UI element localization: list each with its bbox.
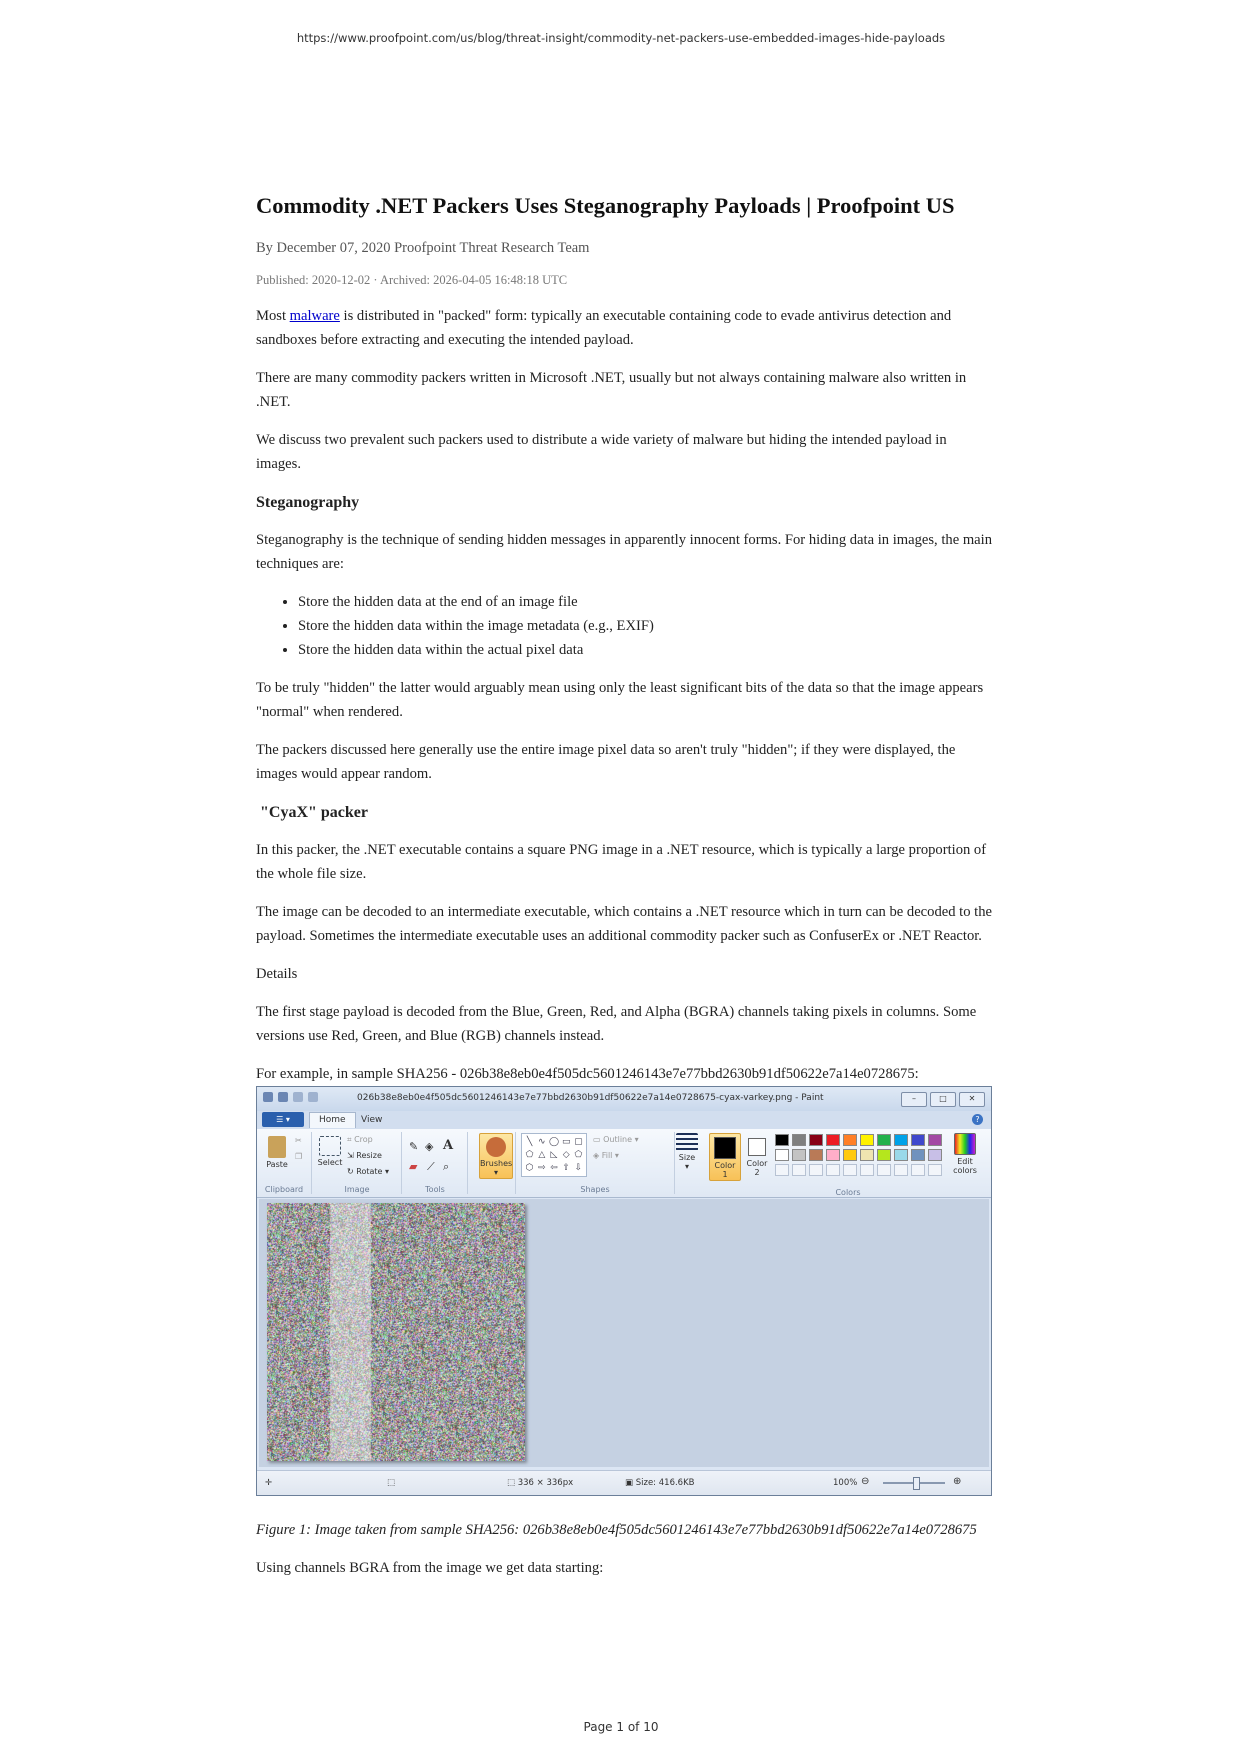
palette-swatch xyxy=(843,1149,857,1161)
color1-swatch xyxy=(714,1137,736,1159)
palette-swatch-empty xyxy=(911,1164,925,1176)
outline-button: ▭ Outline ▾ xyxy=(593,1135,639,1144)
edit-colors-icon xyxy=(954,1133,976,1155)
page-title: Commodity .NET Packers Uses Steganography Payloads | Proofpoint US xyxy=(256,193,955,218)
steganography-heading: Steganography xyxy=(256,494,360,511)
eraser-icon: ▰ xyxy=(409,1160,418,1173)
palette-swatch xyxy=(809,1134,823,1146)
cyax-paragraph-4: For example, in sample SHA256 - 026b38e8eb0e4f505dc5601246143e7e77bbd2630b91df50622e7a14e0728675: xyxy=(256,1066,919,1082)
paste-button: Paste xyxy=(263,1136,291,1169)
group-label: Shapes xyxy=(580,1185,610,1194)
palette-swatch xyxy=(809,1149,823,1161)
paint-screenshot xyxy=(256,1086,992,1496)
page-url: https://www.proofpoint.com/us/blog/threat-insight/commodity-net-packers-use-embedded-images-hide-payloads xyxy=(296,31,946,45)
quick-access-toolbar xyxy=(263,1092,318,1102)
group-label: Image xyxy=(344,1185,370,1194)
palette-swatch-empty xyxy=(775,1164,789,1176)
stego-paragraph-1: Steganography is the technique of sending hidden messages in apparently innocent forms. For hiding data in images, the main techniques are: xyxy=(256,532,993,572)
list-item: • Store the hidden data within the image metadata (e.g., EXIF) xyxy=(298,614,994,638)
file-size: ▣ Size: 416.6KB xyxy=(625,1478,695,1488)
close-icon: ✕ xyxy=(959,1092,985,1107)
ribbon-tabs xyxy=(257,1111,991,1129)
image-dimensions: ⬚ 336 × 336px xyxy=(507,1478,574,1488)
shape-hexagon-icon: ⬡ xyxy=(525,1163,534,1173)
edit-colors-button: Edit colors xyxy=(949,1133,981,1175)
zoom-in-icon: ⊕ xyxy=(953,1476,962,1487)
color1-button: Color 1 xyxy=(709,1133,741,1181)
group-label: Colors xyxy=(835,1188,861,1197)
byline: By December 07, 2020 Proofpoint Threat Research Team xyxy=(256,240,590,256)
resize-button: ⇲ Resize xyxy=(347,1151,382,1160)
shape-line-icon: ╲ xyxy=(526,1137,533,1147)
shape-oval-icon: ◯ xyxy=(548,1137,560,1147)
cyax-paragraph-3: The first stage payload is decoded from the Blue, Green, Red, and Alpha (BGRA) channels taking pixels in columns. Some versions use Red, Green, and Blue (RGB) channels instead. xyxy=(256,1004,977,1044)
select-icon xyxy=(319,1136,341,1156)
select-button: Select xyxy=(317,1136,343,1167)
palette-swatch-empty xyxy=(792,1164,806,1176)
help-icon: ? xyxy=(972,1114,983,1125)
paint-app-icon xyxy=(263,1092,273,1102)
cyax-paragraph-2: The image can be decoded to an intermediate executable, which contains a .NET resource which in turn can be decoded to the payload. Sometimes the intermediate executable uses an additional commodity packer such as ConfuserEx or .NET Reactor. xyxy=(256,904,993,944)
paste-icon xyxy=(268,1136,286,1158)
line-size-icon xyxy=(676,1133,698,1151)
shape-right-triangle-icon: ◺ xyxy=(550,1150,558,1160)
maximize-icon: □ xyxy=(930,1092,956,1107)
stego-paragraph-2: To be truly "hidden" the latter would arguably mean using only the least significant bits of the data so that the image appears "normal" when rendered. xyxy=(256,680,984,720)
shape-pentagon-icon: ⬠ xyxy=(574,1150,583,1160)
shape-arrow-up-icon: ⇧ xyxy=(562,1163,570,1173)
details-label: Details xyxy=(256,966,298,982)
brush-icon xyxy=(486,1137,506,1157)
color-palette xyxy=(775,1134,942,1176)
paint-canvas-area xyxy=(259,1199,989,1467)
palette-swatch-empty xyxy=(826,1164,840,1176)
zoom-out-icon: ⊖ xyxy=(861,1476,870,1487)
cyax-paragraph-1: In this packer, the .NET executable contains a square PNG image in a .NET resource, which is typically a large proportion of the whole file size. xyxy=(256,842,987,882)
shape-arrow-right-icon: ⇨ xyxy=(538,1163,546,1173)
palette-swatch-empty xyxy=(860,1164,874,1176)
paint-statusbar xyxy=(257,1470,991,1495)
palette-swatch xyxy=(826,1134,840,1146)
tab-home: Home xyxy=(309,1112,356,1128)
palette-swatch xyxy=(928,1134,942,1146)
tab-view: View xyxy=(361,1115,383,1125)
palette-swatch xyxy=(894,1149,908,1161)
brushes-button: Brushes ▾ xyxy=(479,1133,513,1179)
stego-paragraph-3: The packers discussed here generally use the entire image pixel data so aren't truly "hidden"; if they were displayed, the images would appear random. xyxy=(256,742,956,782)
palette-swatch xyxy=(928,1149,942,1161)
paint-titlebar xyxy=(257,1087,991,1111)
cyax-paragraph-5: Using channels BGRA from the image we get data starting: xyxy=(256,1560,604,1576)
size-button: Size ▾ xyxy=(671,1133,703,1171)
cyax-heading: "CyaX" packer xyxy=(256,804,368,821)
group-tools xyxy=(403,1132,468,1194)
group-clipboard xyxy=(257,1132,312,1194)
shape-triangle-icon: △ xyxy=(538,1150,546,1160)
fill-button: ◈ Fill ▾ xyxy=(593,1151,619,1160)
palette-swatch xyxy=(860,1134,874,1146)
intro-paragraph-3: We discuss two prevalent such packers used to distribute a wide variety of malware but hiding the intended payload in images. xyxy=(256,432,947,472)
palette-swatch-empty xyxy=(809,1164,823,1176)
palette-swatch xyxy=(877,1149,891,1161)
fill-bucket-icon: ◈ xyxy=(425,1140,434,1153)
list-item: • Store the hidden data within the actual pixel data xyxy=(298,638,994,662)
file-menu-icon: ☰ ▾ xyxy=(262,1112,304,1127)
shape-polygon-icon: ⬠ xyxy=(525,1150,534,1160)
shape-arrow-down-icon: ⇩ xyxy=(574,1163,583,1173)
palette-swatch xyxy=(911,1149,925,1161)
cut-icon: ✂ xyxy=(295,1136,302,1145)
paint-window-title: 026b38e8eb0e4f505dc5601246143e7e77bbd2630b91df50622e7a14e0728675-cyax-varkey.png - Paint xyxy=(357,1093,824,1103)
palette-swatch xyxy=(894,1134,908,1146)
crop-button: ⌗ Crop xyxy=(347,1135,373,1144)
shape-arrow-left-icon: ⇦ xyxy=(550,1163,558,1173)
page-number: Page 1 of 10 xyxy=(583,1720,659,1734)
rotate-button: ↻ Rotate ▾ xyxy=(347,1167,390,1176)
palette-swatch xyxy=(860,1149,874,1161)
undo-icon xyxy=(293,1092,303,1102)
window-controls xyxy=(901,1092,985,1107)
technique-list xyxy=(256,590,994,662)
cursor-position-icon: ✛ xyxy=(265,1478,273,1488)
palette-swatch xyxy=(877,1134,891,1146)
malware-link[interactable]: malware xyxy=(289,308,340,324)
save-icon xyxy=(278,1092,288,1102)
shape-diamond-icon: ◇ xyxy=(562,1150,570,1160)
magnifier-icon: ⌕ xyxy=(443,1160,450,1173)
palette-swatch xyxy=(911,1134,925,1146)
publish-meta: Published: 2020-12-02 · Archived: 2026-04-05 16:48:18 UTC xyxy=(256,273,568,287)
figure-caption: Figure 1: Image taken from sample SHA256: 026b38e8eb0e4f505dc5601246143e7e77bbd2630b91df50622e7a14e0728675 xyxy=(256,1522,977,1538)
palette-swatch xyxy=(775,1149,789,1161)
selection-size-icon: ⬚ xyxy=(387,1478,396,1488)
minimize-icon: – xyxy=(901,1092,927,1107)
intro-paragraph-1: Most malware is distributed in "packed" form: typically an executable containing code to evade antivirus detection and sandboxes before extracting and executing the intended payload. xyxy=(256,308,952,348)
ribbon xyxy=(257,1129,991,1198)
shapes-gallery xyxy=(521,1133,587,1177)
palette-swatch xyxy=(792,1134,806,1146)
palette-swatch xyxy=(843,1134,857,1146)
palette-swatch xyxy=(775,1134,789,1146)
palette-swatch xyxy=(792,1149,806,1161)
color2-button: Color 2 xyxy=(743,1133,771,1179)
shape-curve-icon: ∿ xyxy=(538,1137,546,1147)
group-label: Clipboard xyxy=(264,1185,304,1194)
group-image xyxy=(313,1132,402,1194)
intro-paragraph-2: There are many commodity packers written in Microsoft .NET, usually but not always containing malware also written in .NET. xyxy=(256,370,967,410)
pencil-icon: ✎ xyxy=(409,1140,419,1153)
group-label: Tools xyxy=(425,1185,445,1194)
palette-swatch-empty xyxy=(928,1164,942,1176)
list-item: • Store the hidden data at the end of an image file xyxy=(298,590,994,614)
palette-swatch-empty xyxy=(894,1164,908,1176)
palette-swatch-empty xyxy=(843,1164,857,1176)
article xyxy=(256,192,994,1594)
zoom-slider xyxy=(883,1482,945,1484)
color2-swatch xyxy=(748,1138,766,1156)
copy-icon: ❐ xyxy=(295,1152,303,1161)
shape-rounded-rect-icon: ▢ xyxy=(574,1137,583,1147)
palette-swatch-empty xyxy=(877,1164,891,1176)
color-picker-icon: ⟋ xyxy=(427,1160,435,1173)
noise-image xyxy=(267,1203,525,1461)
zoom-level: 100% xyxy=(833,1478,858,1488)
palette-swatch xyxy=(826,1149,840,1161)
redo-icon xyxy=(308,1092,318,1102)
shape-rectangle-icon: ▭ xyxy=(561,1137,571,1147)
text-tool-icon: A xyxy=(443,1138,454,1153)
